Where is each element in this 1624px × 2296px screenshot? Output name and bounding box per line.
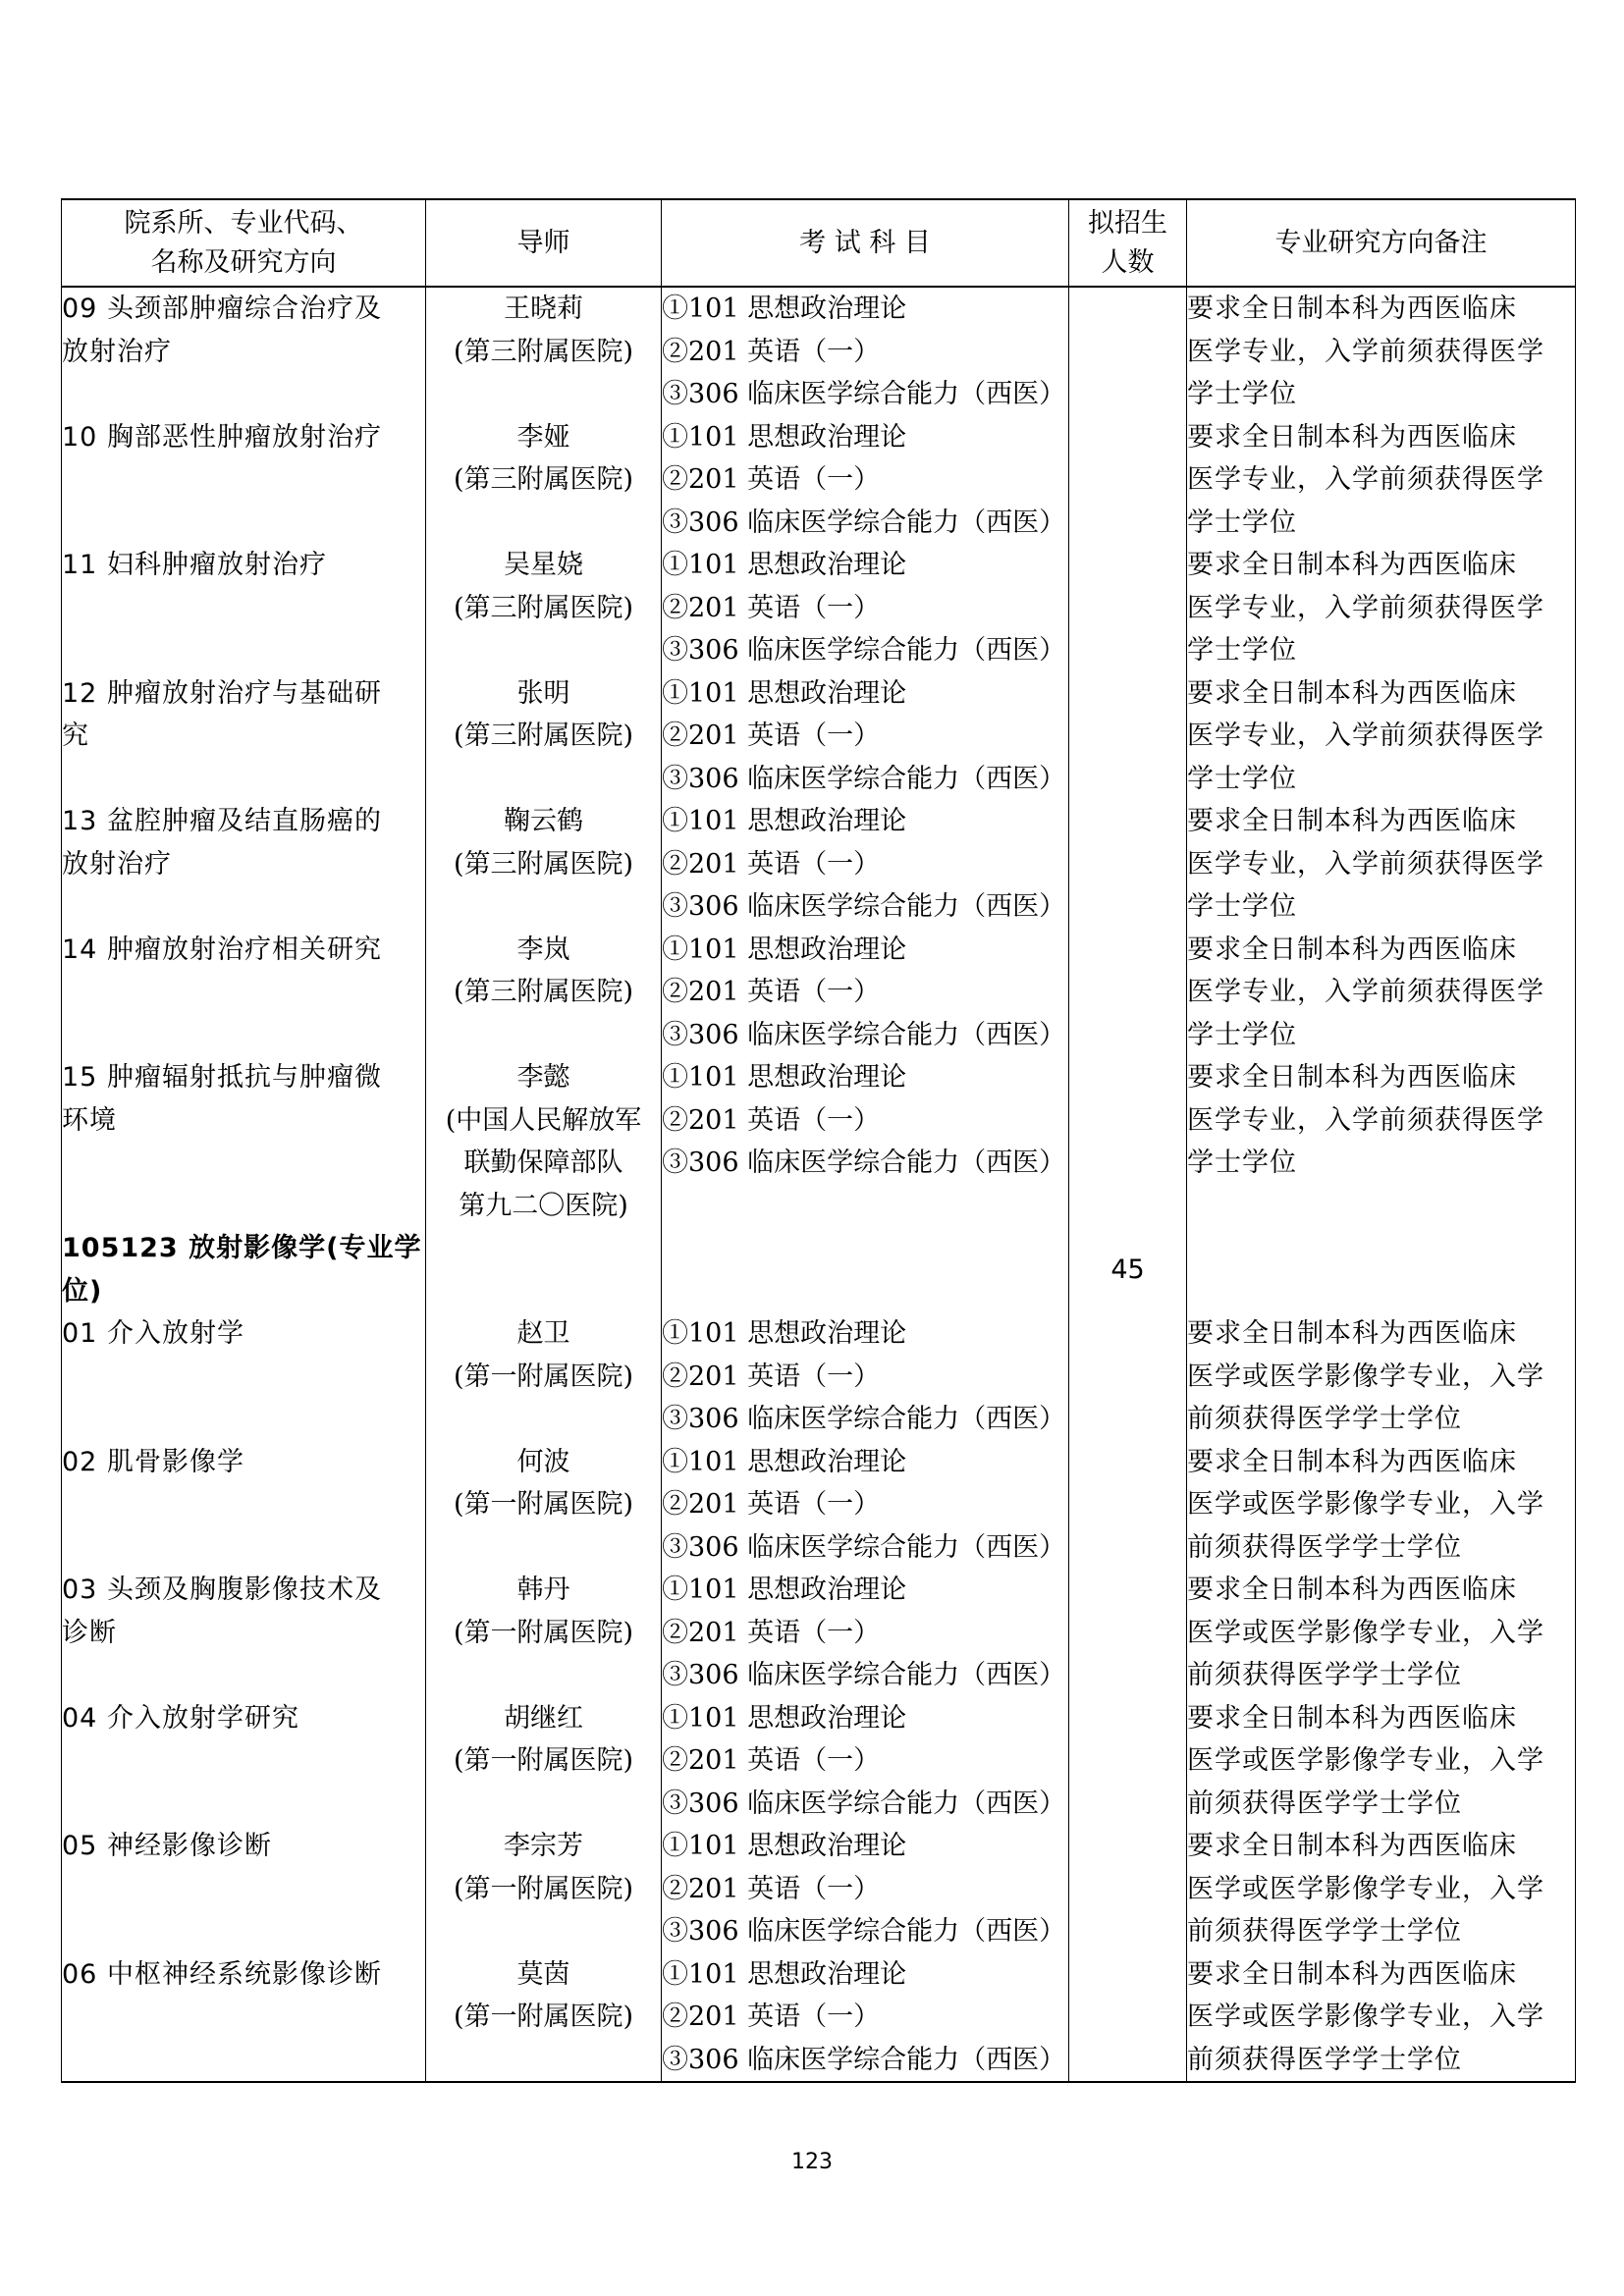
header-notes: 专业研究方向备注 [1187, 199, 1576, 287]
direction-cell [62, 1825, 426, 1953]
supervisor-line: 第九二〇医院) [459, 1190, 628, 1221]
exam-subject-line: ①101 思想政治理论 [662, 1831, 907, 1861]
exam-subject-line: ①101 思想政治理论 [662, 806, 907, 836]
direction-line: 13 盆腔肿瘤及结直肠癌的 [62, 806, 382, 836]
notes-line: 前须获得医学学士学位 [1187, 1788, 1462, 1819]
notes-line: 要求全日制本科为西医临床 [1187, 1575, 1517, 1605]
exam-cell [662, 287, 1069, 416]
notes-cell [1187, 1056, 1576, 1227]
direction-cell [62, 1441, 426, 1570]
exam-subject-line: ②201 英语（一） [662, 1745, 881, 1776]
quota-cell [1069, 1227, 1187, 1312]
exam-subject-line: ②201 英语（一） [662, 977, 881, 1007]
header-direction-line: 院系所、专业代码、 [124, 207, 363, 239]
page-number: 123 [791, 2150, 833, 2174]
header-quota-line: 拟招生 [1088, 207, 1167, 239]
notes-line: 医学专业，入学前须获得医学 [1187, 592, 1544, 623]
supervisor-line: 莫茵 [516, 1958, 570, 1990]
exam-subject-line: ②201 英语（一） [662, 336, 881, 367]
notes-line: 医学或医学影像学专业，入学 [1187, 1617, 1544, 1648]
exam-subject-line: ①101 思想政治理论 [662, 550, 907, 580]
notes-cell [1187, 287, 1576, 416]
supervisor-cell [426, 1441, 662, 1570]
supervisor-cell [426, 1312, 662, 1441]
notes-line: 要求全日制本科为西医临床 [1187, 1958, 1517, 1990]
exam-subject-line: ②201 英语（一） [662, 2002, 881, 2032]
notes-line: 学士学位 [1187, 507, 1297, 538]
exam-subject-line: ③306 临床医学综合能力（西医） [662, 1660, 1066, 1690]
direction-line: 03 头颈及胸腹影像技术及 [62, 1575, 382, 1605]
notes-line: 前须获得医学学士学位 [1187, 1916, 1462, 1947]
notes-line: 医学专业，入学前须获得医学 [1187, 1104, 1544, 1136]
exam-subject-line: ①101 思想政治理论 [662, 1446, 907, 1477]
header-exam: 考 试 科 目 [662, 199, 1069, 287]
notes-line: 医学或医学影像学专业，入学 [1187, 1745, 1544, 1776]
supervisor-line: (中国人民解放军 [445, 1104, 642, 1136]
supervisor-cell [426, 544, 662, 672]
exam-subject-line: ②201 英语（一） [662, 721, 881, 751]
quota-cell [1069, 1569, 1187, 1697]
table-row [62, 1569, 1576, 1697]
header-direction-line: 名称及研究方向 [150, 246, 337, 278]
table-row [62, 287, 1576, 416]
supervisor-line: (第一附属医院) [453, 1361, 634, 1392]
exam-subject-line: ①101 思想政治理论 [662, 1575, 907, 1605]
direction-cell [62, 929, 426, 1057]
supervisor-line: (第三附属医院) [453, 336, 634, 367]
notes-line: 前须获得医学学士学位 [1187, 2044, 1462, 2075]
supervisor-line: 鞠云鹤 [504, 806, 583, 836]
notes-cell [1187, 544, 1576, 672]
notes-line: 要求全日制本科为西医临床 [1187, 550, 1517, 580]
exam-subject-line: ①101 思想政治理论 [662, 1318, 907, 1349]
notes-line: 学士学位 [1187, 379, 1297, 409]
notes-line: 医学专业，入学前须获得医学 [1187, 721, 1544, 751]
supervisor-cell [426, 1056, 662, 1227]
table-row [62, 1312, 1576, 1441]
exam-subject-line: ①101 思想政治理论 [662, 1702, 907, 1734]
direction-line: 06 中枢神经系统影像诊断 [62, 1958, 382, 1990]
supervisor-line: (第一附属医院) [453, 1873, 634, 1904]
notes-line: 医学专业，入学前须获得医学 [1187, 977, 1544, 1007]
notes-line: 医学或医学影像学专业，入学 [1187, 1489, 1544, 1520]
supervisor-cell [426, 1825, 662, 1953]
header-quota-line: 人数 [1101, 246, 1155, 278]
exam-cell [662, 1697, 1069, 1826]
header-direction [62, 199, 426, 287]
supervisor-cell [426, 1227, 662, 1312]
notes-line: 医学或医学影像学专业，入学 [1187, 1873, 1544, 1904]
notes-line: 要求全日制本科为西医临床 [1187, 1831, 1517, 1861]
exam-subject-line: ③306 临床医学综合能力（西医） [662, 1916, 1066, 1947]
supervisor-line: 李懿 [516, 1062, 570, 1093]
direction-line: 诊断 [62, 1617, 117, 1648]
exam-subject-line: ②201 英语（一） [662, 1361, 881, 1392]
major-direction-line: 105123 放射影像学(专业学 [62, 1233, 422, 1263]
table-row [62, 1697, 1576, 1826]
exam-subject-line: ③306 临床医学综合能力（西医） [662, 507, 1066, 538]
supervisor-cell [426, 1569, 662, 1697]
exam-subject-line: ③306 临床医学综合能力（西医） [662, 1404, 1066, 1434]
quota-cell [1069, 1441, 1187, 1570]
exam-cell [662, 672, 1069, 801]
table-row [62, 416, 1576, 545]
notes-line: 要求全日制本科为西医临床 [1187, 1446, 1517, 1477]
exam-subject-line: ③306 临床医学综合能力（西医） [662, 1019, 1066, 1050]
supervisor-line: 王晓莉 [504, 294, 583, 324]
exam-cell [662, 416, 1069, 545]
supervisor-cell [426, 929, 662, 1057]
notes-line: 医学专业，入学前须获得医学 [1187, 464, 1544, 495]
exam-cell [662, 1825, 1069, 1953]
direction-cell [62, 1569, 426, 1697]
exam-subject-line: ②201 英语（一） [662, 1873, 881, 1904]
direction-line: 放射治疗 [62, 336, 172, 367]
quota-value: 45 [1110, 1254, 1145, 1285]
exam-cell [662, 544, 1069, 672]
direction-line: 放射治疗 [62, 848, 172, 880]
exam-subject-line: ③306 临床医学综合能力（西医） [662, 635, 1066, 666]
notes-cell [1187, 1953, 1576, 2083]
supervisor-cell [426, 416, 662, 545]
exam-subject-line: ③306 临床医学综合能力（西医） [662, 2044, 1066, 2075]
notes-line: 要求全日制本科为西医临床 [1187, 934, 1517, 965]
table-row [62, 1056, 1576, 1227]
notes-line: 学士学位 [1187, 1148, 1297, 1178]
direction-cell [62, 800, 426, 929]
exam-cell [662, 1569, 1069, 1697]
major-row [62, 1227, 1576, 1312]
exam-subject-line: ③306 临床医学综合能力（西医） [662, 891, 1066, 922]
exam-cell [662, 800, 1069, 929]
major-direction-line: 位) [62, 1275, 103, 1307]
table-row [62, 800, 1576, 929]
notes-line: 医学或医学影像学专业，入学 [1187, 1361, 1544, 1392]
supervisor-line: 赵卫 [516, 1318, 570, 1349]
exam-subject-line: ①101 思想政治理论 [662, 677, 907, 709]
notes-line: 医学或医学影像学专业，入学 [1187, 2002, 1544, 2032]
table-header-row [62, 199, 1576, 287]
exam-subject-line: ①101 思想政治理论 [662, 1062, 907, 1093]
table-row [62, 672, 1576, 801]
notes-line: 医学专业，入学前须获得医学 [1187, 336, 1544, 367]
direction-cell [62, 1312, 426, 1441]
supervisor-line: 联勤保障部队 [463, 1148, 623, 1178]
table-row [62, 1953, 1576, 2083]
supervisor-line: 李岚 [516, 934, 570, 965]
exam-subject-line: ②201 英语（一） [662, 464, 881, 495]
notes-cell [1187, 800, 1576, 929]
quota-cell [1069, 1825, 1187, 1953]
notes-cell [1187, 1312, 1576, 1441]
notes-line: 前须获得医学学士学位 [1187, 1404, 1462, 1434]
supervisor-line: (第一附属医院) [453, 2002, 634, 2032]
quota-cell [1069, 1697, 1187, 1826]
exam-subject-line: ②201 英语（一） [662, 848, 881, 880]
quota-cell [1069, 1312, 1187, 1441]
exam-cell [662, 929, 1069, 1057]
direction-cell [62, 416, 426, 545]
major-direction-cell [62, 1227, 426, 1312]
quota-cell [1069, 1056, 1187, 1227]
exam-subject-line: ②201 英语（一） [662, 1617, 881, 1648]
exam-cell [662, 1312, 1069, 1441]
direction-cell [62, 1056, 426, 1227]
direction-cell [62, 287, 426, 416]
notes-cell [1187, 1697, 1576, 1826]
supervisor-line: 何波 [516, 1446, 570, 1477]
direction-line: 04 介入放射学研究 [62, 1702, 299, 1734]
notes-line: 要求全日制本科为西医临床 [1187, 421, 1517, 453]
direction-line: 究 [62, 721, 89, 751]
exam-subject-line: ②201 英语（一） [662, 1104, 881, 1136]
notes-cell [1187, 1441, 1576, 1570]
notes-line: 前须获得医学学士学位 [1187, 1660, 1462, 1690]
exam-cell [662, 1441, 1069, 1570]
notes-cell [1187, 1825, 1576, 1953]
table-row [62, 544, 1576, 672]
quota-cell [1069, 287, 1187, 416]
quota-cell [1069, 800, 1187, 929]
supervisor-line: (第三附属医院) [453, 977, 634, 1007]
notes-line: 学士学位 [1187, 891, 1297, 922]
direction-line: 09 头颈部肿瘤综合治疗及 [62, 294, 382, 324]
exam-subject-line: ②201 英语（一） [662, 1489, 881, 1520]
exam-cell [662, 1227, 1069, 1312]
table-row [62, 1441, 1576, 1570]
admissions-catalog-table [61, 198, 1576, 2083]
direction-cell [62, 544, 426, 672]
supervisor-line: (第三附属医院) [453, 464, 634, 495]
exam-subject-line: ③306 临床医学综合能力（西医） [662, 1148, 1066, 1178]
supervisor-line: 张明 [516, 677, 570, 709]
direction-line: 11 妇科肿瘤放射治疗 [62, 550, 327, 580]
direction-cell [62, 1953, 426, 2083]
quota-cell [1069, 416, 1187, 545]
direction-line: 14 肿瘤放射治疗相关研究 [62, 934, 382, 965]
exam-subject-line: ③306 临床医学综合能力（西医） [662, 1531, 1066, 1563]
notes-line: 学士学位 [1187, 635, 1297, 666]
notes-cell [1187, 416, 1576, 545]
notes-line: 要求全日制本科为西医临床 [1187, 677, 1517, 709]
notes-line: 前须获得医学学士学位 [1187, 1531, 1462, 1563]
exam-subject-line: ①101 思想政治理论 [662, 294, 907, 324]
quota-cell [1069, 672, 1187, 801]
notes-cell [1187, 672, 1576, 801]
supervisor-line: 李娅 [516, 421, 570, 453]
supervisor-cell [426, 1697, 662, 1826]
notes-line: 学士学位 [1187, 1019, 1297, 1050]
supervisor-line: (第三附属医院) [453, 721, 634, 751]
direction-cell [62, 672, 426, 801]
exam-subject-line: ①101 思想政治理论 [662, 934, 907, 965]
header-supervisor: 导师 [426, 199, 662, 287]
notes-line: 要求全日制本科为西医临床 [1187, 294, 1517, 324]
table-row [62, 929, 1576, 1057]
supervisor-cell [426, 800, 662, 929]
exam-cell [662, 1056, 1069, 1227]
supervisor-cell [426, 1953, 662, 2083]
exam-subject-line: ③306 临床医学综合能力（西医） [662, 1788, 1066, 1819]
supervisor-line: (第一附属医院) [453, 1745, 634, 1776]
direction-line: 10 胸部恶性肿瘤放射治疗 [62, 421, 382, 453]
supervisor-line: 吴星娆 [504, 550, 583, 580]
supervisor-cell [426, 672, 662, 801]
exam-cell [662, 1953, 1069, 2083]
header-quota [1069, 199, 1187, 287]
direction-line: 01 介入放射学 [62, 1318, 244, 1349]
direction-line: 环境 [62, 1104, 117, 1136]
table-row [62, 1825, 1576, 1953]
notes-line: 要求全日制本科为西医临床 [1187, 1702, 1517, 1734]
supervisor-line: 韩丹 [516, 1575, 570, 1605]
supervisor-line: (第一附属医院) [453, 1617, 634, 1648]
notes-line: 要求全日制本科为西医临床 [1187, 806, 1517, 836]
supervisor-cell [426, 287, 662, 416]
supervisor-line: (第三附属医院) [453, 592, 634, 623]
quota-cell [1069, 1953, 1187, 2083]
notes-cell [1187, 929, 1576, 1057]
quota-cell [1069, 544, 1187, 672]
direction-line: 02 肌骨影像学 [62, 1446, 244, 1477]
direction-cell [62, 1697, 426, 1826]
quota-cell [1069, 929, 1187, 1057]
direction-line: 12 肿瘤放射治疗与基础研 [62, 677, 382, 709]
exam-subject-line: ②201 英语（一） [662, 592, 881, 623]
notes-line: 要求全日制本科为西医临床 [1187, 1318, 1517, 1349]
direction-line: 05 神经影像诊断 [62, 1831, 272, 1861]
notes-cell [1187, 1227, 1576, 1312]
supervisor-line: (第一附属医院) [453, 1489, 634, 1520]
notes-cell [1187, 1569, 1576, 1697]
supervisor-line: (第三附属医院) [453, 848, 634, 880]
supervisor-line: 胡继红 [504, 1702, 583, 1734]
notes-line: 医学专业，入学前须获得医学 [1187, 848, 1544, 880]
direction-line: 15 肿瘤辐射抵抗与肿瘤微 [62, 1062, 382, 1093]
exam-subject-line: ③306 临床医学综合能力（西医） [662, 763, 1066, 794]
exam-subject-line: ①101 思想政治理论 [662, 421, 907, 453]
exam-subject-line: ①101 思想政治理论 [662, 1958, 907, 1990]
notes-line: 学士学位 [1187, 763, 1297, 794]
supervisor-line: 李宗芳 [504, 1831, 583, 1861]
exam-subject-line: ③306 临床医学综合能力（西医） [662, 379, 1066, 409]
notes-line: 要求全日制本科为西医临床 [1187, 1062, 1517, 1093]
